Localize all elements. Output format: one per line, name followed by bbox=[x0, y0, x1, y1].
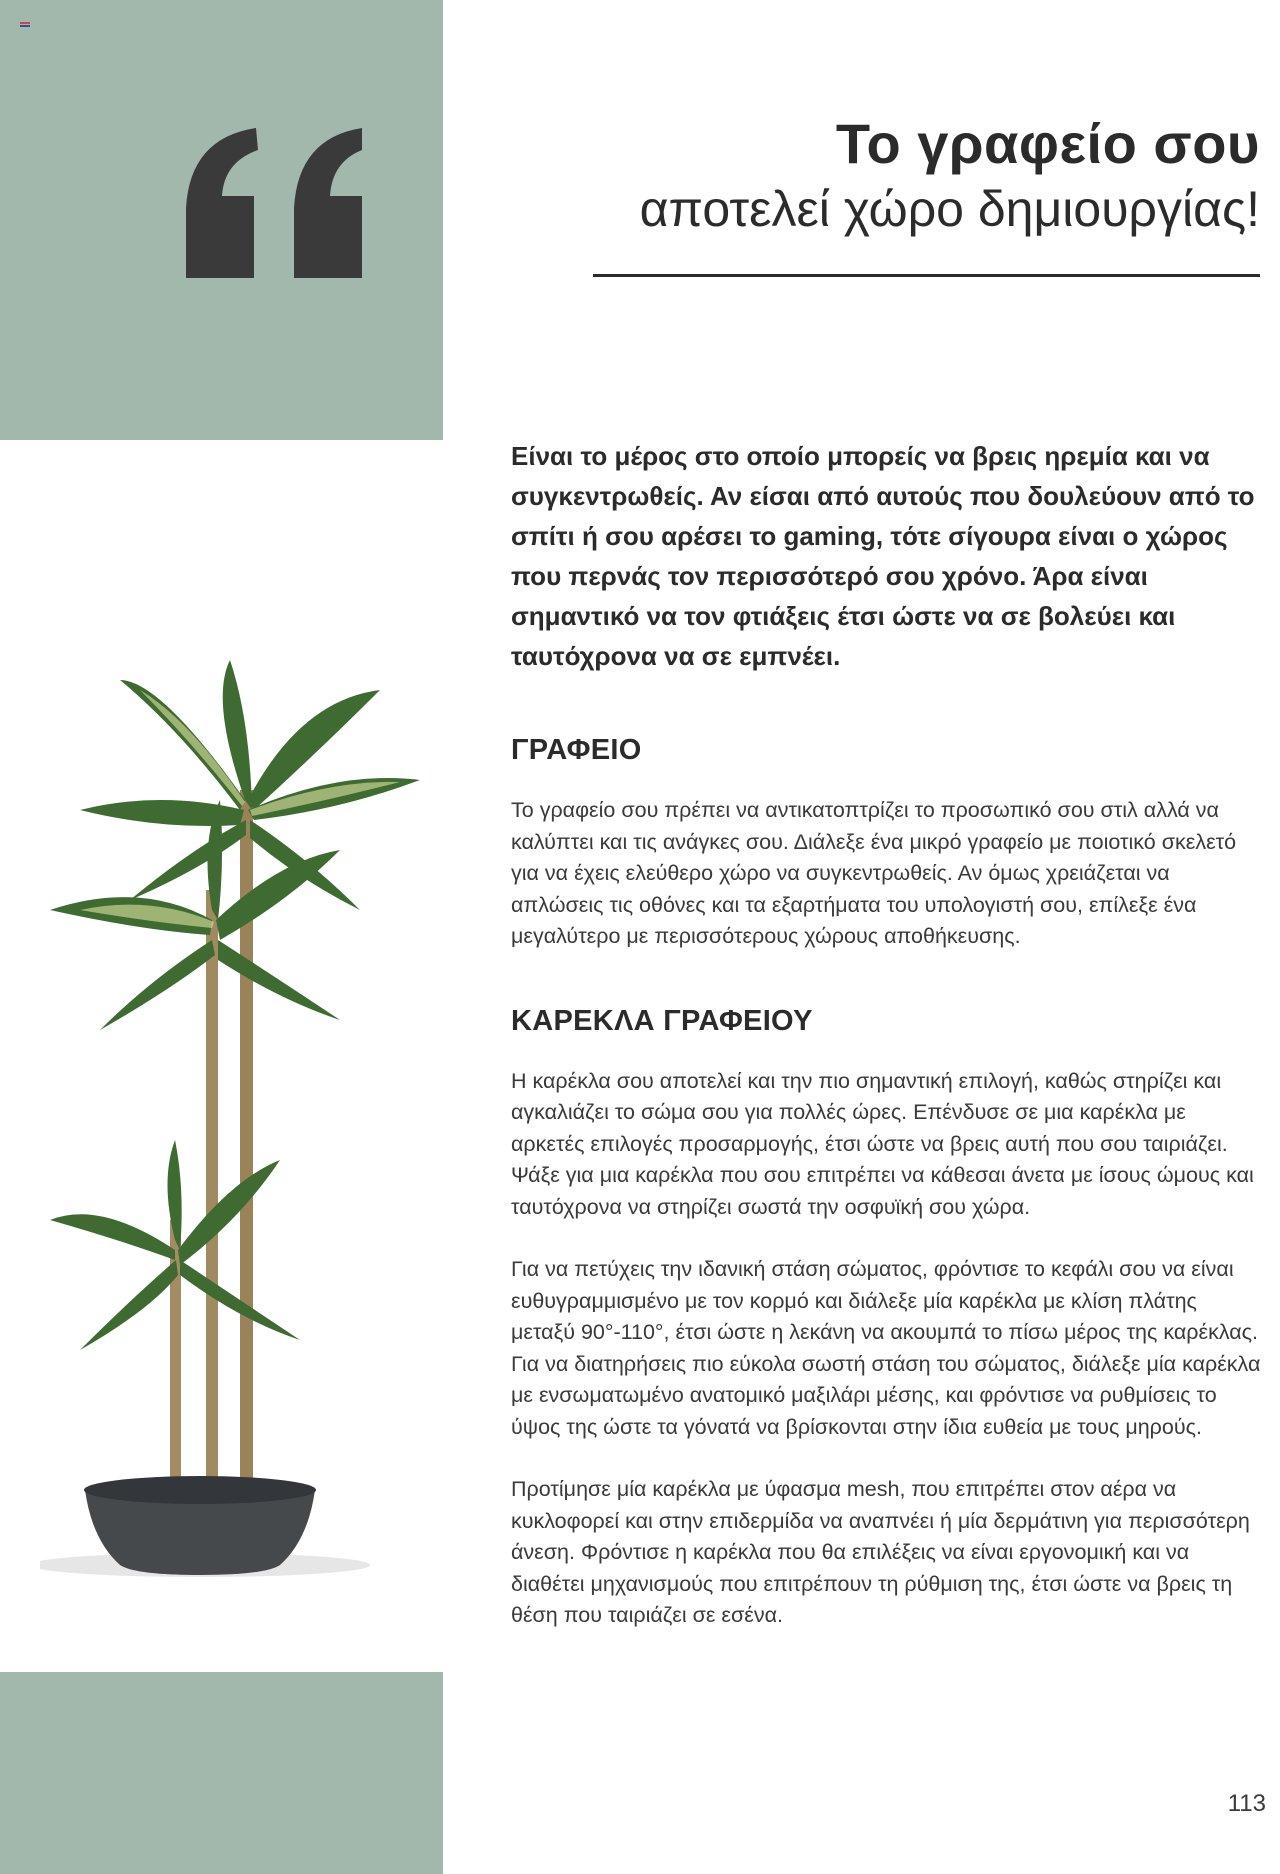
intro-paragraph: Είναι το μέρος στο οποίο μπορείς να βρεις ηρεμία και να συγκεντρωθείς. Αν είσαι από αυτούς που δουλεύουν από το σπίτι ή σου αρέσει το gaming, τότε σίγουρα είναι ο χώρος που περνάς τον περισσότερό σου χρόνο. Άρα είναι σημαντικό να τον φτιάξεις έτσι ώστε να σε βολεύει και ταυτόχρονα να σε εμπνέει. bbox=[511, 441, 1255, 671]
page-number: 113 bbox=[1227, 1790, 1266, 1817]
page-title: Το γραφείο σου bbox=[835, 112, 1260, 175]
section-title-desk: ΓΡΑΦΕΙΟ bbox=[511, 734, 642, 766]
title-divider bbox=[593, 274, 1260, 277]
decorative-panel-bottom bbox=[0, 1672, 443, 1874]
chair-paragraph-3: Προτίμησε μία καρέκλα με ύφασμα mesh, που επιτρέπει στον αέρα να κυκλοφορεί και στην επιδερμίδα να αναπνέει ή μία δερμάτινη για περισσότερη άνεση. Φρόντισε η καρέκλα που θα επιλέξεις να είναι εργονομική και να διαθέτει μηχανισμούς που επιτρέπουν τη ρύθμιση της, έτσι ώστε να βρεις τη θέση που ταιριάζει σε εσένα. bbox=[511, 1477, 1250, 1627]
article-body bbox=[511, 436, 1261, 1663]
headline bbox=[560, 112, 1260, 242]
chair-paragraph-1: Η καρέκλα σου αποτελεί και την πιο σημαντική επιλογή, καθώς στηρίζει και αγκαλιάζει το σώμα σου για πολλές ώρες. Επένδυσε σε μια καρέκλα με αρκετές επιλογές προσαρμογής, έτσι ώστε να βρεις αυτή που σου ταιριάζει. Ψάξε για μια καρέκλα που σου επιτρέπει να κάθεσαι άνετα με ίσους ώμους και ταυτόχρονα να στηρίζει σωστά την οσφυϊκή σου χώρα. bbox=[511, 1068, 1254, 1219]
quote-icon bbox=[186, 128, 362, 278]
desk-paragraph: Το γραφείο σου πρέπει να αντικατοπτρίζει το προσωπικό σου στιλ αλλά να καλύπτει και τις ανάγκες σου. Διάλεξε ένα μικρό γραφείο με ποιοτικό σκελετό για να έχεις ελεύθερο χώρο να συγκεντρωθείς. Αν όμως χρειάζεται να απλώσεις τις οθόνες και τα εξαρτήματα του υπολογιστή σου, επίλεξε ένα μεγαλύτερο με περισσότερους χώρους αποθήκευσης. bbox=[511, 798, 1237, 948]
section-title-chair: ΚΑΡΕΚΛΑ ΓΡΑΦΕΙΟΥ bbox=[511, 1004, 813, 1037]
plant-image bbox=[40, 660, 440, 1580]
chair-paragraph-2: Για να πετύχεις την ιδανική στάση σώματος, φρόντισε το κεφάλι σου να είναι ευθυγραμμισμένο με τον κορμό και διάλεξε μία καρέκλα με κλίση πλάτης μεταξύ 90°-110°, έτσι ώστε η λεκάνη να ακουμπά το πίσω μέρος της καρέκλας. Για να διατηρήσεις πιο εύκολα σωστή στάση του σώματος, διάλεξε μία καρέκλα με ενσωματωμένο ανατομικό μαξιλάρι μέσης, και φρόντισε να ρυθμίσεις το ύψος της ώστε τα γόνατά να βρίσκονται στην ίδια ευθεία με τους μηρούς. bbox=[511, 1257, 1261, 1439]
flag-icon bbox=[20, 22, 30, 29]
page-subtitle: αποτελεί χώρο δημιουργίας! bbox=[639, 181, 1260, 237]
